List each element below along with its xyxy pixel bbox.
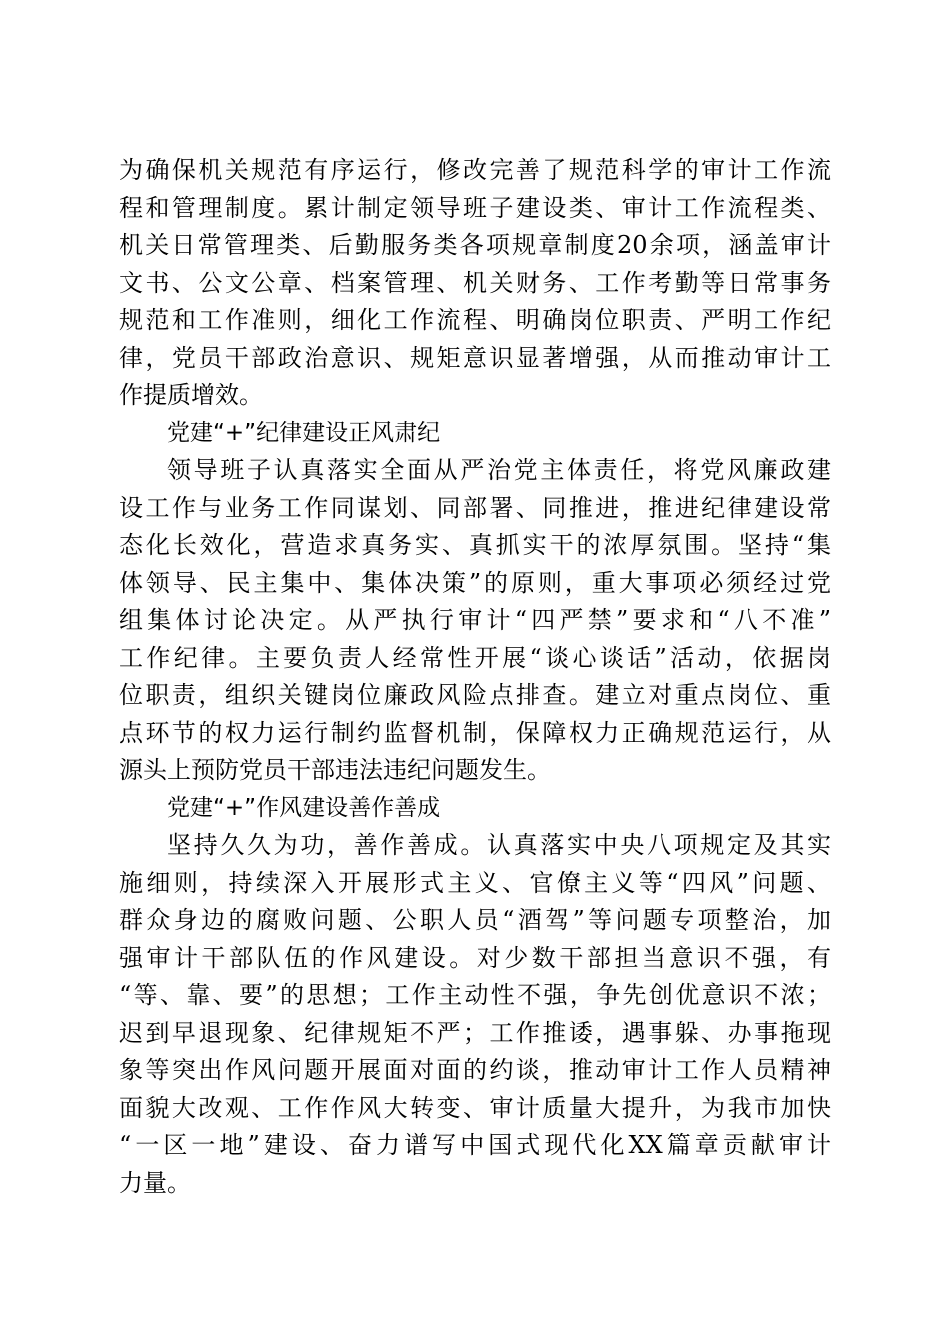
text-line: “一区一地”建设、奋力谱写中国式现代化XX篇章贡献审计 — [119, 1131, 831, 1159]
section-heading-discipline: 党建“+”纪律建设正风肃纪 — [167, 419, 441, 446]
text-line: 领导班子认真落实全面从严治党主体责任，将党风廉政建 — [167, 456, 831, 484]
paragraph-3 — [119, 827, 831, 1202]
text-line: 力量。 — [119, 1168, 191, 1197]
text-line: 规范和工作准则，细化工作流程、明确岗位职责、严明工作纪 — [119, 306, 831, 334]
text-line: 施细则，持续深入开展形式主义、官僚主义等“四风”问题、 — [119, 868, 831, 897]
text-line: 面貌大改观、工作作风大转变、审计质量大提升，为我市加快 — [119, 1093, 831, 1122]
text-line: “等、靠、要”的思想；工作主动性不强，争先创优意识不浓； — [119, 981, 831, 1009]
paragraph-2 — [119, 452, 831, 790]
document-body — [119, 152, 831, 1202]
text-line: 群众身边的腐败问题、公职人员“酒驾”等问题专项整治，加 — [119, 906, 831, 934]
text-line: 坚持久久为功，善作善成。认真落实中央八项规定及其实 — [167, 831, 831, 859]
text-line: 象等突出作风问题开展面对面的约谈，推动审计工作人员精神 — [119, 1056, 831, 1084]
text-line: 工作纪律。主要负责人经常性开展“谈心谈话”活动，依据岗 — [119, 643, 831, 672]
text-line: 组集体讨论决定。从严执行审计“四严禁”要求和“八不准” — [119, 606, 831, 634]
text-line: 机关日常管理类、后勤服务类各项规章制度20余项，涵盖审计 — [119, 231, 831, 259]
text-line: 作提质增效。 — [119, 381, 263, 409]
section-heading-work-style: 党建“+”作风建设善作善成 — [167, 794, 441, 821]
text-line: 设工作与业务工作同谋划、同部署、同推进，推进纪律建设常 — [119, 493, 831, 522]
text-line: 文书、公文公章、档案管理、机关财务、工作考勤等日常事务 — [119, 268, 831, 297]
text-line: 源头上预防党员干部违法违纪问题发生。 — [119, 756, 551, 784]
text-line: 律，党员干部政治意识、规矩意识显著增强，从而推动审计工 — [119, 343, 831, 372]
text-line: 迟到早退现象、纪律规矩不严；工作推诿，遇事躲、办事拖现 — [119, 1018, 831, 1047]
text-line: 点环节的权力运行制约监督机制，保障权力正确规范运行，从 — [119, 718, 831, 747]
text-line: 程和管理制度。累计制定领导班子建设类、审计工作流程类、 — [119, 193, 831, 222]
text-line: 为确保机关规范有序运行，修改完善了规范科学的审计工作流 — [119, 156, 831, 184]
text-line: 强审计干部队伍的作风建设。对少数干部担当意识不强，有 — [119, 943, 831, 972]
text-line: 态化长效化，营造求真务实、真抓实干的浓厚氛围。坚持“集 — [119, 531, 831, 559]
paragraph-1 — [119, 152, 831, 415]
text-line: 体领导、民主集中、集体决策”的原则，重大事项必须经过党 — [119, 568, 831, 597]
text-line: 位职责，组织关键岗位廉政风险点排查。建立对重点岗位、重 — [119, 681, 831, 709]
